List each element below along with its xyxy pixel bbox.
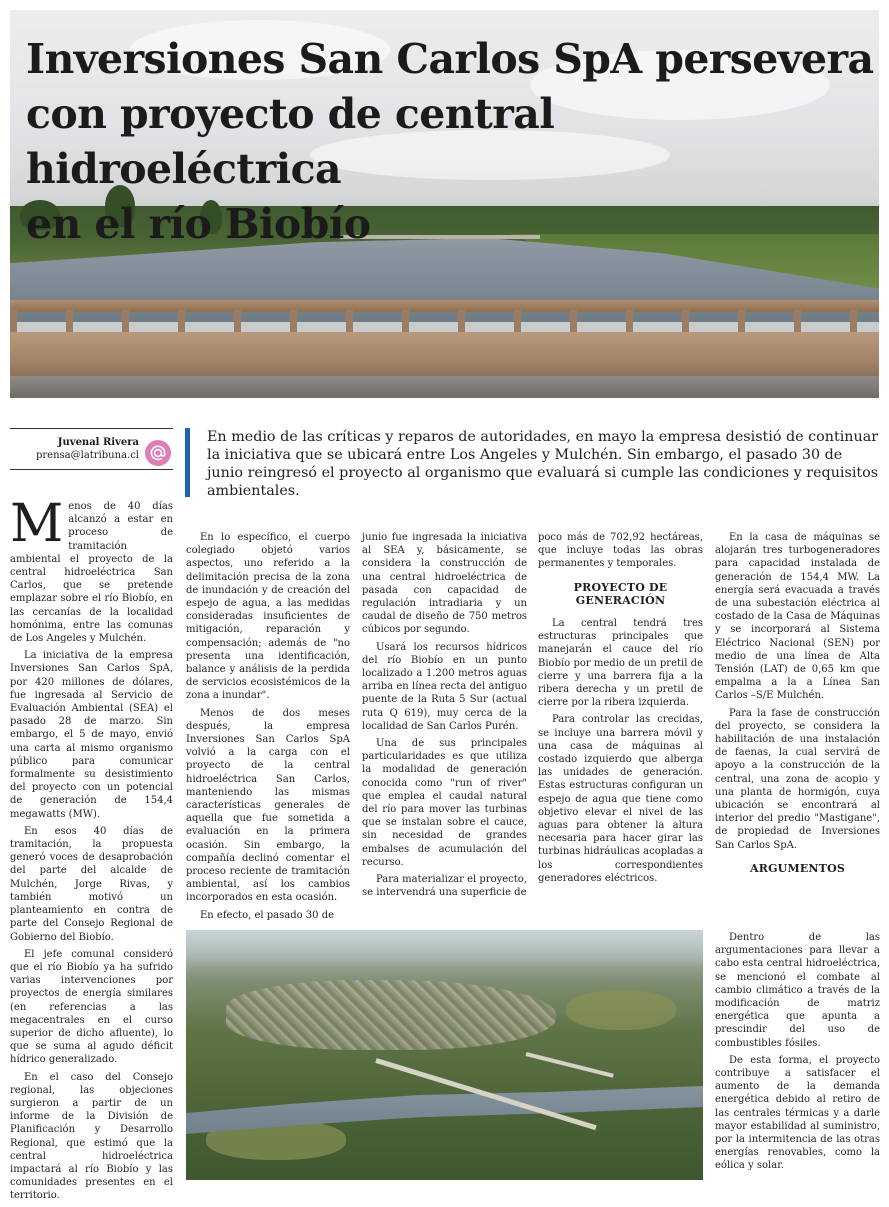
body-paragraph: Una de sus principales particularidades es que utiliza la modalidad de generación conocida como "run of river" que emplea el caudal natural del río para mover las turbinas que se instalan sobre el cauce, sin necesidad de grandes embalses de acumulación del recurso. (362, 738, 527, 868)
email-icon (145, 440, 171, 466)
aerial-photo (186, 930, 703, 1180)
body-paragraph: Para controlar las crecidas, se incluye una barrera móvil y una casa de máquinas al costado izquierdo que alberga las unidades de generación. Estas estructuras configuran un espejo de agua que tiene como objetivo elevar el nivel de las aguas para obtener la altura necesaria para hacer girar las turbinas hidráulicas acopladas a los correspondientes generadores eléctricos. (538, 714, 703, 884)
body-paragraph: En el caso del Consejo regional, las objeciones surgieron a partir de un informe de la División de Planificación y Desarrollo Regional, que estimó que la central hidroeléctrica impactará al río Biobío y las comunidades presentes en el territorio. (10, 1071, 173, 1202)
body-paragraph: El jefe comunal consideró que el río Biobío ya ha sufrido varias intervenciones por proyectos de energía similares (en referencias a las megacentrales en el curso superior de dicho afluente), lo que se suma al agudo déficit hídrico generalizado. (10, 948, 173, 1066)
subheading-line: GENERACIÓN (575, 593, 666, 607)
subheading: ARGUMENTOS (750, 861, 845, 875)
body-paragraph: poco más de 702,92 hectáreas, que incluye todas las obras permanentes y temporales. (538, 532, 703, 570)
bridge-parapet (10, 332, 879, 378)
body-paragraph (10, 494, 173, 645)
byline (10, 428, 173, 470)
body-paragraph: En la casa de máquinas se alojarán tres turbogeneradores para capacidad instalada de generación de 154,4 MW. La energía será evacuada a través de una subestación eléctrica al costado de la Casa de Máquinas y se incorporará al Sistema Eléctrico Nacional (SEN) por medio de una línea de Alta Tensión (LAT) de 0,65 km que empalma a la a Línea San Carlos –S/E Mulchén. (715, 532, 880, 702)
sky-haze (186, 930, 703, 970)
author-name: Juvenal Rivera (57, 437, 139, 448)
headline-line: Inversiones San Carlos SpA persevera (26, 35, 874, 83)
subheading (538, 581, 703, 607)
body-paragraph: En efecto, el pasado 30 de (200, 909, 335, 921)
subheading-line: PROYECTO DE (573, 580, 668, 594)
article-column-1 (10, 494, 173, 1207)
article-column-5 (715, 531, 880, 885)
body-paragraph: De esta forma, el proyecto contribuye a satisfacer el aumento de la demanda energética debido al retiro de las centrales térmicas y a darle mayor estabilidad al suministro, por la intermitencia de las otras energías renovables, como la eólica y solar. (715, 1054, 880, 1172)
hero-photo (10, 10, 879, 398)
divider (10, 469, 173, 470)
body-paragraph: La central tendrá tres estructuras principales que manejarán el cauce del río Biobío por medio de un pretil de cierre y una barrera fija a la ribera derecha y un pretil de cierre por la ribera izquierda. (538, 618, 703, 709)
lead-text: En medio de las críticas y reparos de autoridades, en mayo la empresa desistió de continuar la iniciativa que se ubicará entre Los Angeles y Mulchén. Sin embargo, el pasado 30 de junio reingresó el proyecto al organismo que evaluará si cumple las condiciones y requisitos ambientales. (207, 429, 879, 499)
body-paragraph: Para materializar el proyecto, se intervendrá una superficie de (362, 874, 527, 899)
article-column-3 (362, 531, 527, 903)
road (10, 376, 879, 398)
headline (26, 32, 876, 252)
headline-line: con proyecto de central hidroeléctrica (26, 90, 555, 193)
body-paragraph: Usará los recursos hídricos del río Biobío en un punto localizado a 1.200 metros aguas arriba en línea recta del antiguo puente de la Ruta 5 Sur (actual ruta Q 619), muy cerca de la localidad de San Carlos Purén. (362, 641, 527, 732)
body-paragraph: Menos de dos meses después, la empresa Inversiones San Carlos SpA volvió a la carga con el proyecto de la central hidroeléctrica San Carlos, manteniendo las mismas características generales de aquella que fue sometida a evaluación en la primera ocasión. Sin embargo, la compañía declinó comentar el proceso reciente de tramitación ambiental, así los cambios incorporados en esta ocasión. (186, 707, 350, 904)
body-paragraph: Para la fase de construcción del proyecto, se considera la habilitación de una instalación de faenas, la cual servirá de apoyo a la construcción de la central, una zona de acopio y una planta de hormigón, cuya ubicación se encontrará al interior del predio "Mastigane", de propiedad de Inversiones San Carlos SpA. (715, 707, 880, 851)
lead-accent-bar (185, 428, 190, 497)
body-paragraph: Dentro de las argumentaciones para llevar a cabo esta central hidroeléctrica, se mencionó el combate al cambio climático a través de la modificación de matriz energética que apunta a prescindir del uso de combustibles fósiles. (715, 932, 880, 1049)
drop-cap: M (10, 494, 64, 554)
body-paragraph: La iniciativa de la empresa Inversiones San Carlos SpA, por 420 millones de dólares, fue ingresada al Servicio de Evaluación Ambiental (SEA) el pasado 28 de marzo. Sin embargo, el 5 de mayo, envió una carta al mismo organismo público para comunicar formalmente su desistimiento del proyecto con un potencial de generación de 154,4 megawatts (MW). (10, 650, 173, 820)
author-email[interactable]: prensa@latribuna.cl (35, 450, 139, 461)
divider (10, 428, 173, 429)
lead-paragraph (185, 428, 879, 500)
body-paragraph: junio fue ingresada la iniciativa al SEA y, básicamente, se considera la construcción de una central hidroeléctrica de pasada con capacidad de regulación intradiaria y un caudal de diseño de 750 metros cúbicos por segundo. (362, 532, 527, 636)
article-column-5-continued (715, 931, 880, 1177)
field (566, 990, 676, 1030)
article-column-2 (186, 531, 350, 926)
article-column-4 (538, 531, 703, 889)
headline-line: en el río Biobío (26, 200, 371, 248)
body-paragraph: En lo específico, el cuerpo colegiado objetó varios aspectos, uno referido a la delimitación precisa de la zona de inundación y de creación del espejo de agua, a las medidas consideradas insuficientes de mitigación, reparación y compensación; además de "no presenta una identificación, balance y análisis de la perdida de servicios ecosistémicos de la zona a inundar". (186, 532, 350, 702)
paragraph-text: enos de 40 días alcanzó a estar en proceso de tramitación ambiental el proyecto de la central hidroeléctrica San Carlos, que se pretende emplazar sobre el río Biobío, en las cercanías de la localidad homónima, entre las comunas de Los Angeles y Mulchén. (10, 501, 173, 645)
bridge (526, 1052, 614, 1078)
town (226, 980, 556, 1050)
body-paragraph: En esos 40 días de tramitación, la propuesta generó voces de desaprobación del parte del alcalde de Mulchén, Jorge Rivas, y también motivó un planteamiento en contra de parte del Consejo Regional de Gobierno del Biobío. (10, 825, 173, 943)
